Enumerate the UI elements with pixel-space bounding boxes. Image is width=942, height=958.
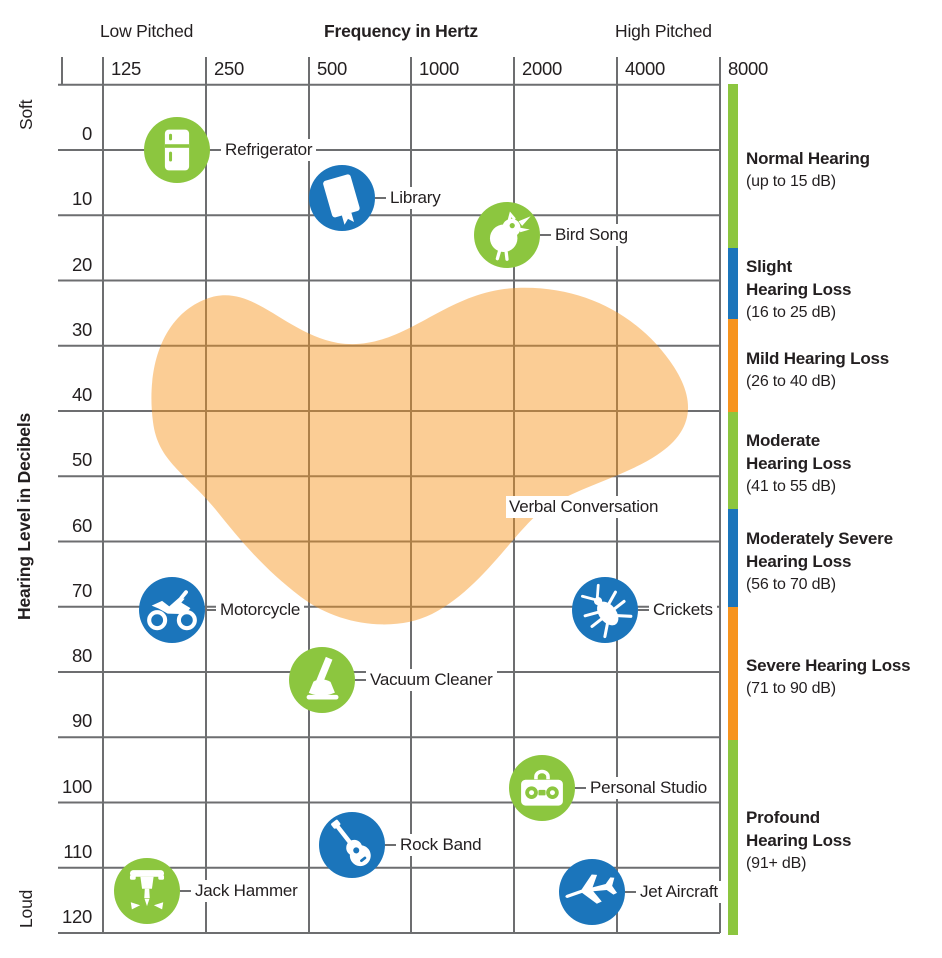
y-tick-80: 80 [40,645,94,667]
sound-label: Refrigerator [221,139,316,161]
crickets-marker [572,577,717,643]
legend-item-5 [746,654,942,699]
y-tick-100: 100 [40,776,94,798]
refrigerator-icon [144,117,210,183]
bird-icon [474,202,540,268]
bird-song-marker [474,202,632,268]
jet-aircraft-marker [559,859,722,925]
sound-label: Rock Band [396,834,485,856]
scale-bar-segment-1 [728,248,738,319]
cricket-icon [572,577,638,643]
motorcycle-marker [139,577,304,643]
legend-item-4 [746,527,942,595]
vacuum-cleaner-marker [289,647,497,713]
legend-title: Moderate [746,431,820,450]
jackhammer-icon [114,858,180,924]
legend-title: Profound [746,808,820,827]
y-tick-20: 20 [40,254,94,276]
legend-range: (26 to 40 dB) [746,373,836,390]
x-tick-1000: 1000 [419,58,459,79]
y-tick-30: 30 [40,319,94,341]
guitar-icon [319,812,385,878]
scale-bar-segment-5 [728,607,738,740]
y-tick-70: 70 [40,580,94,602]
sound-label: Personal Studio [586,777,711,799]
y-tick-10: 10 [40,188,94,210]
x-tick-500: 500 [317,58,347,79]
legend-title: Hearing Loss [746,831,852,850]
scale-bar-segment-2 [728,319,738,412]
x-tick-250: 250 [214,58,244,79]
sound-label: Bird Song [551,224,632,246]
x-tick-2000: 2000 [522,58,562,79]
legend-title: Moderately Severe [746,529,893,548]
rock-band-marker [319,812,485,878]
legend-title: Severe Hearing Loss [746,656,911,675]
x-tick-125: 125 [111,58,141,79]
sound-label: Crickets [649,599,717,621]
airplane-icon [559,859,625,925]
legend-item-1 [746,255,942,323]
verbal-conversation-area [151,288,688,625]
y-tick-60: 60 [40,515,94,537]
x-axis-high-pitched-label: High Pitched [615,21,712,41]
connector-line [375,197,386,199]
legend-title: Hearing Loss [746,552,852,571]
y-tick-40: 40 [40,384,94,406]
personal-studio-marker [509,755,711,821]
boombox-icon [509,755,575,821]
legend-title: Hearing Loss [746,280,852,299]
sound-label: Vacuum Cleaner [366,669,497,691]
legend-title: Hearing Loss [746,454,852,473]
connector-line [625,891,636,893]
motorcycle-icon [139,577,205,643]
scale-bar-segment-0 [728,84,738,248]
connector-line [205,609,216,611]
y-axis-soft-label: Soft [16,99,36,130]
legend-range: (41 to 55 dB) [746,478,836,495]
refrigerator-marker [144,117,316,183]
verbal-conversation-label: Verbal Conversation [506,496,661,518]
y-tick-50: 50 [40,449,94,471]
scale-bar-segment-3 [728,412,738,509]
x-tick-8000: 8000 [728,58,768,79]
library-marker [309,165,445,231]
legend-title: Mild Hearing Loss [746,349,890,368]
legend-range: (up to 15 dB) [746,173,836,190]
legend-title: Slight [746,257,793,276]
y-tick-110: 110 [40,841,94,863]
book-icon [309,165,375,231]
connector-line [385,844,396,846]
sound-label: Library [386,187,445,209]
legend-range: (71 to 90 dB) [746,680,836,697]
y-axis-title: Hearing Level in Decibels [14,412,34,620]
connector-line [638,609,649,611]
scale-bar-segment-4 [728,509,738,607]
y-tick-90: 90 [40,710,94,732]
connector-line [355,679,366,681]
connector-line [575,787,586,789]
x-axis-title: Frequency in Hertz [324,21,478,41]
sound-label: Jet Aircraft [636,881,722,903]
legend-item-2 [746,347,942,392]
legend-range: (16 to 25 dB) [746,304,836,321]
y-tick-120: 120 [40,906,94,928]
scale-bar-segment-6 [728,740,738,935]
x-tick-4000: 4000 [625,58,665,79]
x-axis-low-pitched-label: Low Pitched [100,21,194,41]
legend-range: (56 to 70 dB) [746,576,836,593]
connector-line [180,890,191,892]
jack-hammer-marker [114,858,302,924]
legend-range: (91+ dB) [746,855,807,872]
legend-item-0 [746,147,942,192]
legend-item-6 [746,806,942,874]
sound-label: Motorcycle [216,599,304,621]
sound-label: Jack Hammer [191,880,302,902]
y-axis-loud-label: Loud [16,889,36,928]
connector-line [540,234,551,236]
connector-line [210,149,221,151]
legend-item-3 [746,429,942,497]
legend-title: Normal Hearing [746,149,870,168]
vacuum-icon [289,647,355,713]
y-tick-0: 0 [40,123,94,145]
